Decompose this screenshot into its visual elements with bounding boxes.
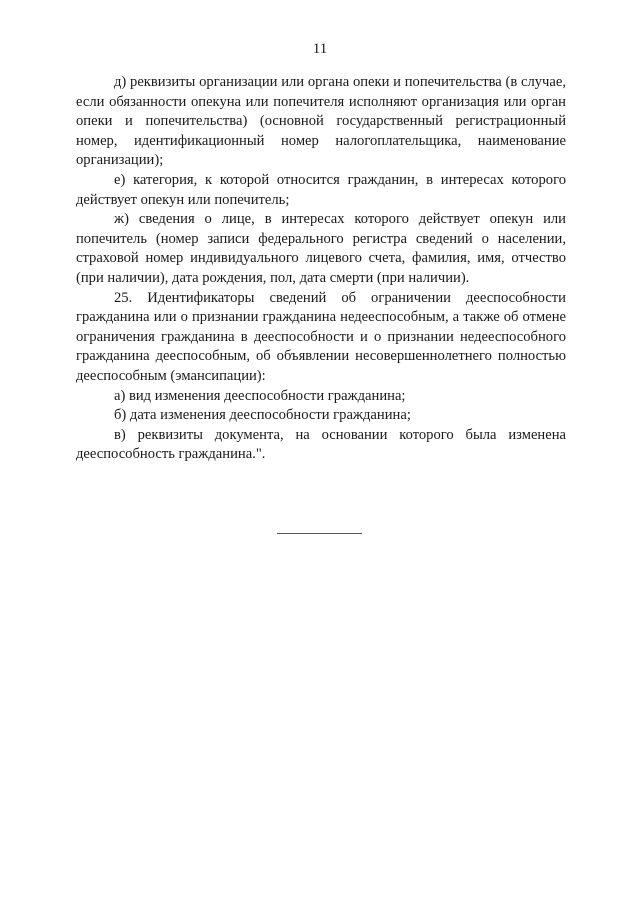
page-number: 11	[312, 41, 328, 57]
paragraph-item-e: е) категория, к которой относится гражданин, в интересах которого действует опекун или попечитель;	[76, 171, 566, 208]
end-separator-line	[277, 533, 362, 534]
paragraph-item-a: а) вид изменения дееспособности гражданина;	[114, 387, 406, 404]
paragraph-section-25: 25. Идентификаторы сведений об ограничении дееспособности гражданина или о признании гражданина недееспособным, а также об отмене ограничения гражданина в дееспособности и о признании недееспособного гражданина дееспособным, об объявлении несовершеннолетнего полностью дееспособным (эмансипации):	[76, 289, 566, 384]
paragraph-item-v: в) реквизиты документа, на основании которого была изменена дееспособность гражданина.".	[76, 426, 566, 463]
paragraph-item-b: б) дата изменения дееспособности гражданина;	[114, 407, 411, 424]
paragraph-item-d: д) реквизиты организации или органа опеки и попечительства (в случае, если обязанности опекуна или попечителя исполняют организация или орган опеки и попечительства) (основной государственный регистрационный номер, идентификационный номер налогоплательщика, наименование организации);	[76, 74, 566, 169]
paragraph-item-zh: ж) сведения о лице, в интересах которого действует опекун или попечитель (номер записи федерального регистра сведений о населении, страховой номер индивидуального лицевого счета, фамилия, имя, отчество (при наличии), дата рождения, пол, дата смерти (при наличии).	[76, 211, 566, 286]
document-body	[76, 73, 566, 465]
